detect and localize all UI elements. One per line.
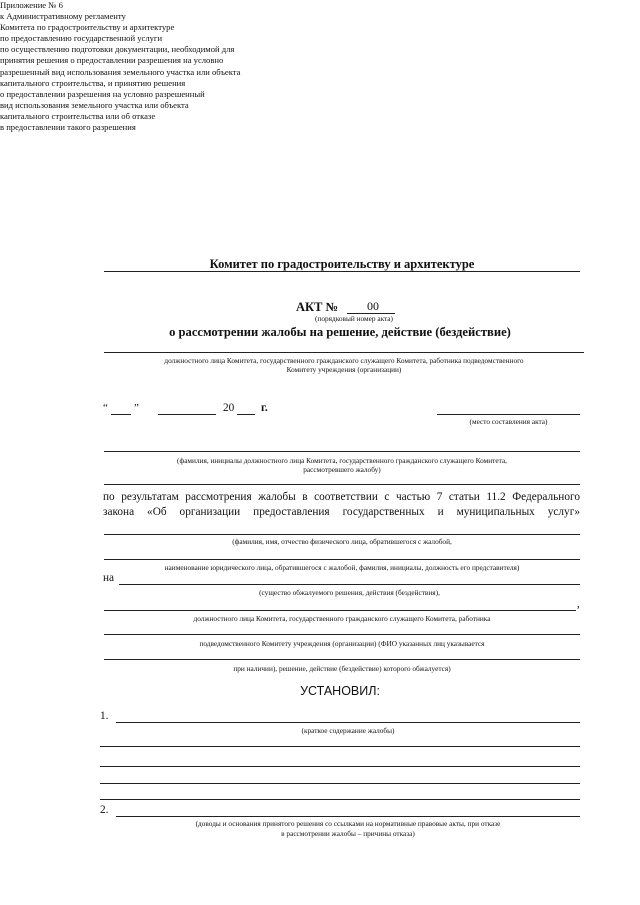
appendix-block <box>0 0 320 133</box>
reviewer-caption-1: (фамилия, инициалы должностного лица Комитета, государственного гражданского служащего Комитета, <box>177 456 507 465</box>
appealed-caption-1: должностного лица Комитета, государственного гражданского служащего Комитета, работника <box>193 614 491 623</box>
appendix-line: капитального строительства, и принятию решения <box>0 77 186 88</box>
appealed-line-2 <box>104 659 580 660</box>
item-1-caption: (краткое содержание жалобы) <box>301 726 395 735</box>
date-quote-close: ” <box>134 402 139 414</box>
appealed-caption-3: при наличии), решение, действие (бездействие) которого обжалуется) <box>233 664 451 673</box>
on-label: на <box>103 572 115 584</box>
basis-line-1: по результатам рассмотрения жалобы в соответствии с частью 7 статьи 11.2 Федерального <box>103 491 580 503</box>
act-prefix: АКТ № <box>296 300 339 314</box>
appendix-line: капитального строительства или об отказе <box>0 110 156 121</box>
basis-line-2: закона «Об организации предоставления государственных и муниципальных услуг» <box>103 506 580 518</box>
place-caption: (место составления акта) <box>469 417 548 426</box>
reviewer-caption-2: рассмотревшего жалобу) <box>303 465 381 474</box>
appendix-line: вид использования земельного участка или объекта <box>0 99 189 110</box>
essence-field[interactable] <box>119 584 580 585</box>
item-1-line-4[interactable] <box>100 783 580 784</box>
appendix-line: по осуществлению подготовки документации, необходимой для <box>0 44 235 55</box>
year-prefix: 20 <box>223 402 235 414</box>
act-number: 00 <box>367 299 379 313</box>
committee-title: Комитет по градостроительству и архитектуре <box>209 257 475 271</box>
official-caption-2: Комитету учреждения (организации) <box>286 365 402 374</box>
essence-caption: (существо обжалуемого решения, действия (бездействия), <box>259 588 440 597</box>
place-field[interactable] <box>437 414 580 415</box>
appendix-line: по предоставлению государственной услуги <box>0 33 163 44</box>
item-1-line-2[interactable] <box>100 746 580 747</box>
item-2-caption-1: (доводы и основания принятого решения со ссылками на нормативные правовые акты, при отказе <box>195 819 501 828</box>
item-1-field[interactable] <box>116 722 580 723</box>
appendix-line: в предоставлении такого разрешения <box>0 122 136 133</box>
appendix-line: принятия решения о предоставлении разрешения на условно <box>0 55 224 66</box>
item-1-line-3[interactable] <box>100 766 580 767</box>
essence-comma: , <box>577 598 580 610</box>
committee-underline <box>104 271 580 272</box>
appendix-line: Приложение № 6 <box>0 0 63 10</box>
item-2-caption-2: в рассмотрении жалобы – причины отказа) <box>281 829 415 838</box>
applicant-person-field[interactable] <box>104 534 580 535</box>
reviewer-extra-line[interactable] <box>104 484 580 485</box>
applicant-person-caption: (фамилия, имя, отчество физического лица, обратившегося с жалобой, <box>232 537 452 546</box>
official-caption-1: должностного лица Комитета, государственного гражданского служащего Комитета, работника подведомственного <box>164 356 524 365</box>
applicant-org-caption: наименование юридического лица, обратившегося с жалобой, фамилия, инициалы, должность его представителя) <box>164 563 520 572</box>
appendix-line: о предоставлении разрешения на условно разрешенный <box>0 88 205 99</box>
appendix-line: к Административному регламенту <box>0 11 126 22</box>
established-heading: УСТАНОВИЛ: <box>300 684 380 698</box>
item-2-field[interactable] <box>116 816 580 817</box>
official-line <box>104 352 584 353</box>
act-subject: о рассмотрении жалобы на решение, действие (бездействие) <box>169 325 511 339</box>
reviewer-field[interactable] <box>104 451 580 452</box>
day-field[interactable] <box>111 414 131 415</box>
month-field[interactable] <box>158 414 216 415</box>
appendix-line: Комитета по градостроительству и архитектуре <box>0 22 175 33</box>
year-suffix: г. <box>261 402 268 414</box>
item-1-number: 1. <box>100 710 109 722</box>
appealed-line-1 <box>104 634 580 635</box>
appealed-caption-2: подведомственного Комитету учреждения (организации) (ФИО указанных лиц указывается <box>199 639 485 648</box>
applicant-org-field[interactable] <box>104 559 580 560</box>
item-1-line-5[interactable] <box>100 799 580 800</box>
appendix-line: разрешенный вид использования земельного участка или объекта <box>0 66 241 77</box>
date-quote-open: “ <box>103 402 108 414</box>
year-field[interactable] <box>237 414 255 415</box>
essence-extra-field[interactable] <box>104 610 576 611</box>
item-2-number: 2. <box>100 804 109 816</box>
act-number-caption: (порядковый номер акта) <box>315 314 393 323</box>
